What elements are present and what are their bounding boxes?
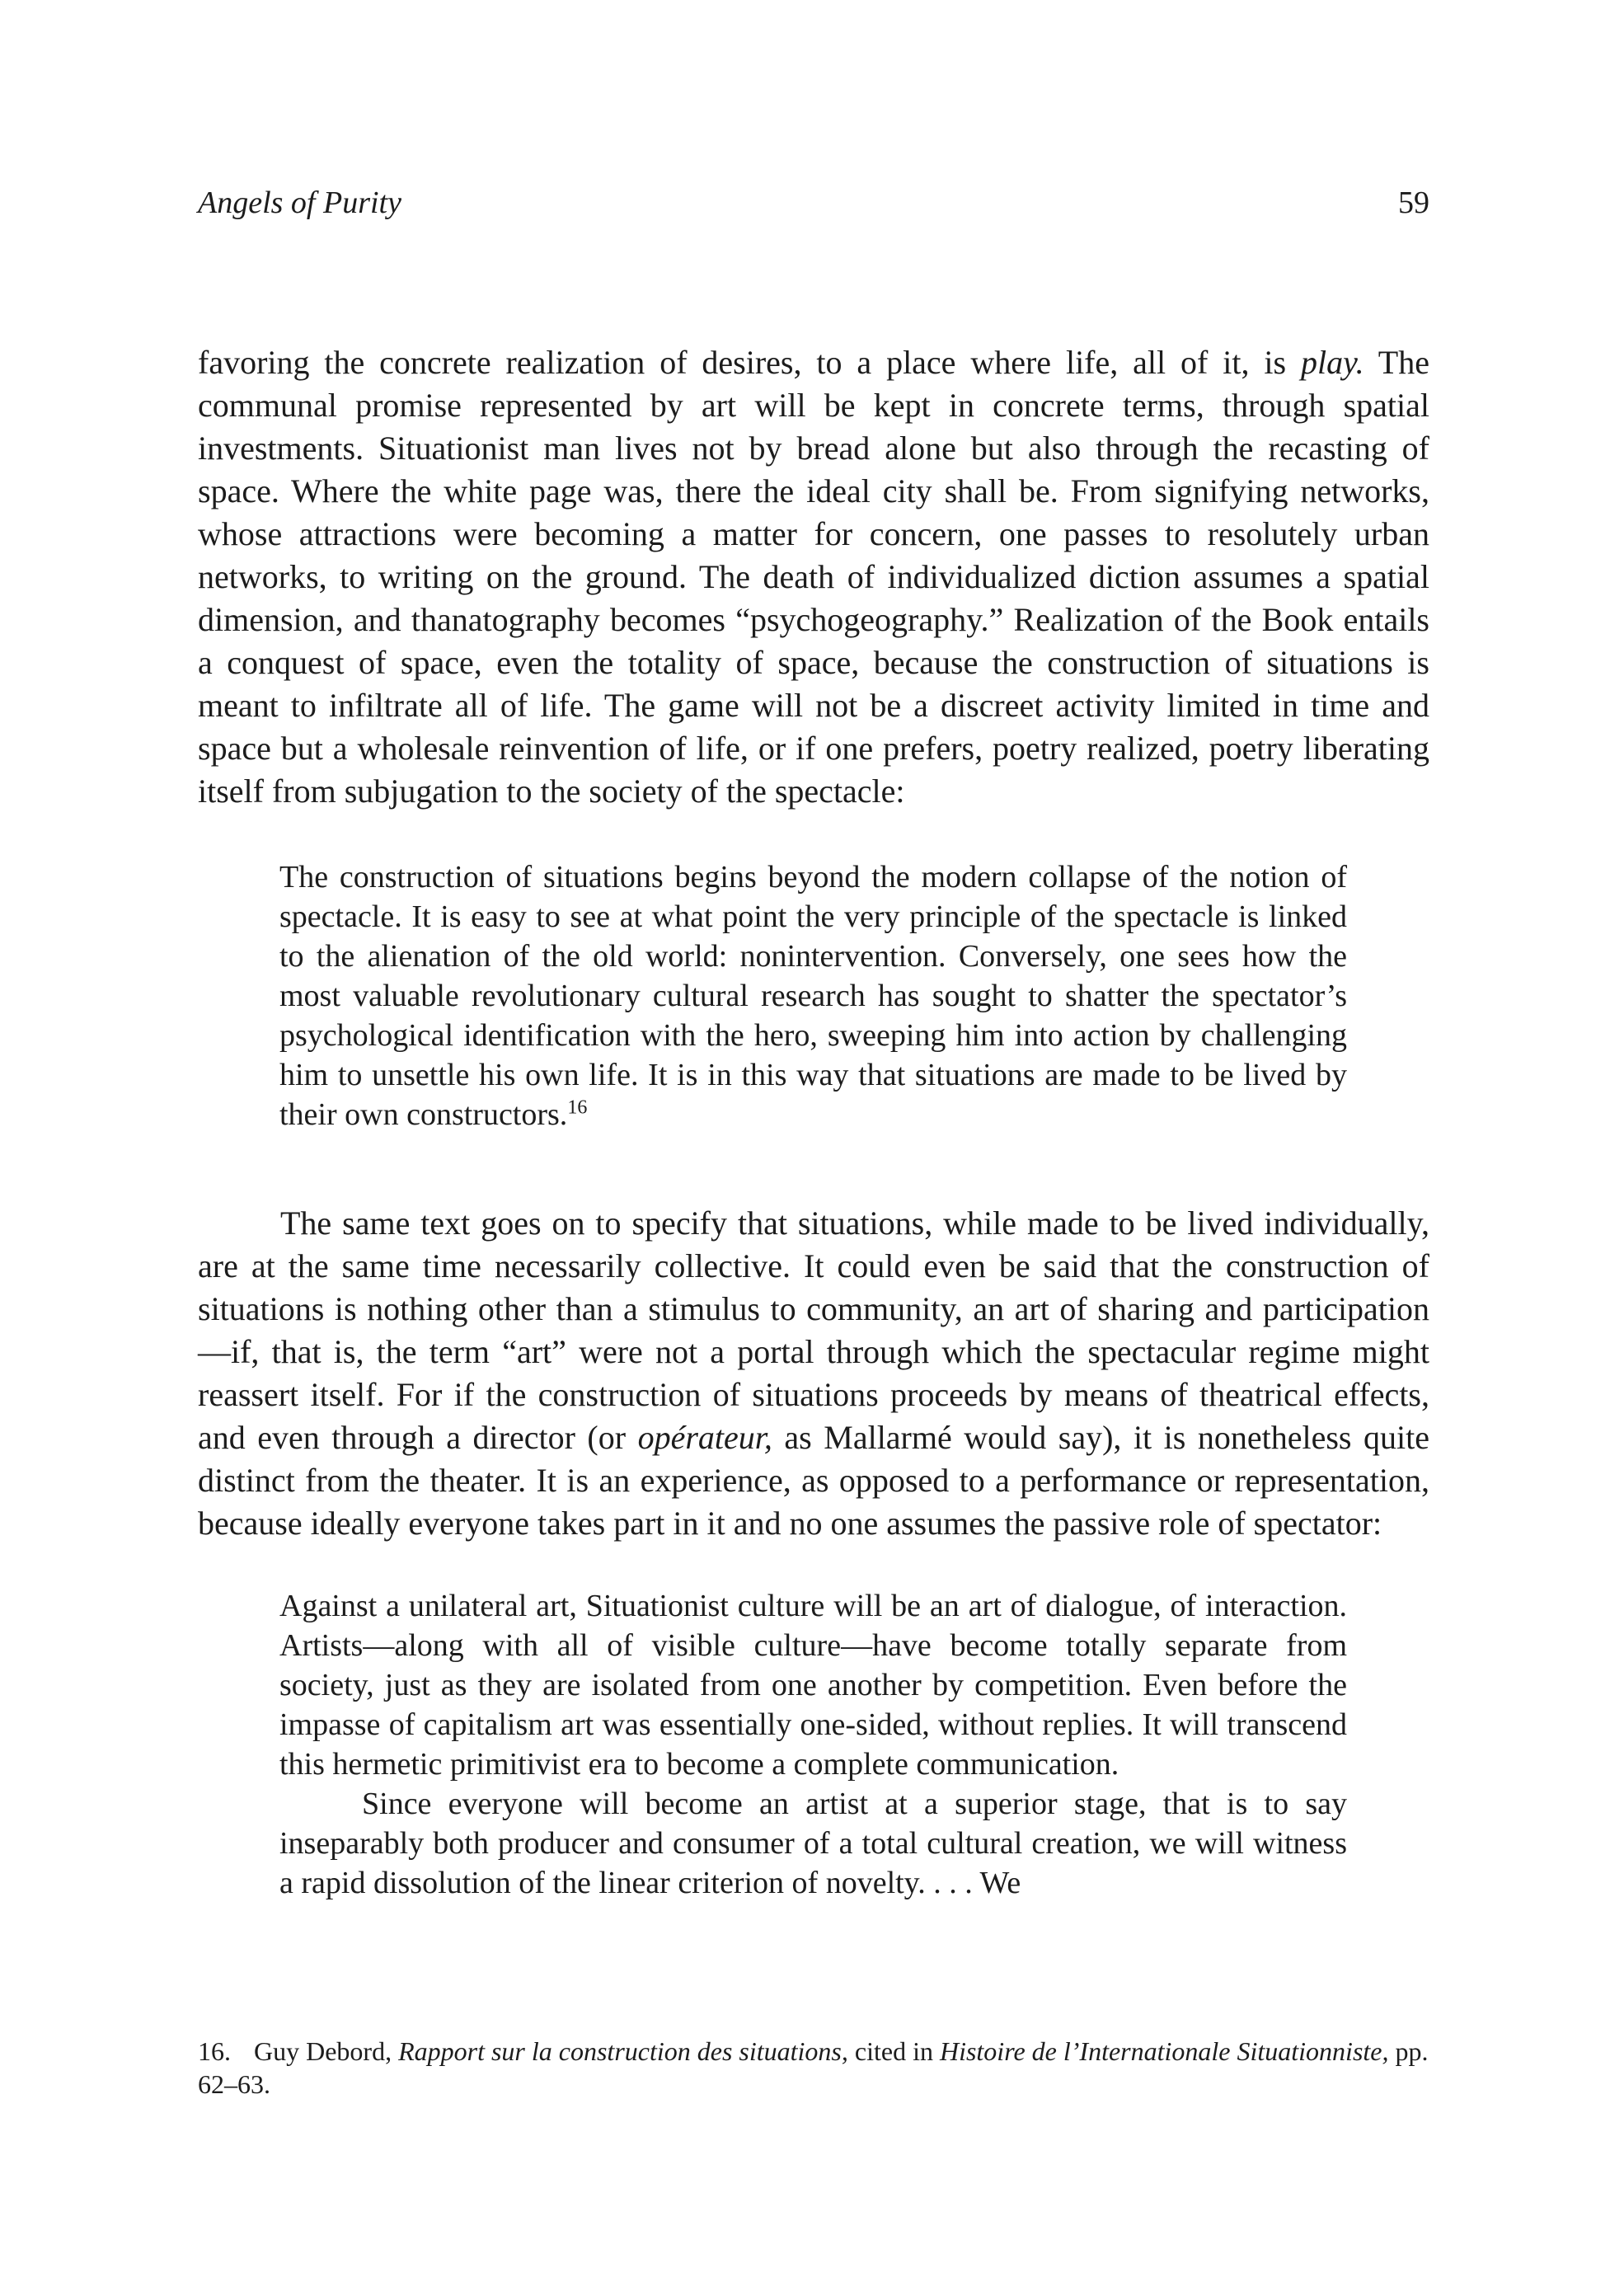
quote-text: The construction of situations begins beyond the modern collapse of the notion of spectacle. It is easy to see at what point the very principle of the spectacle is linked to the alienation of the old world: nonintervention. Conversely, one sees how the most valuable revolutionary cultural research has sought to shatter the spectator’s psychological identification with the hero, sweeping him into action by challenging him to unsettle his own life. It is in this way that situations are made to be lived by their own constructors.: [279, 860, 1347, 1132]
footnote-author: Guy Debord,: [254, 2036, 399, 2066]
paragraph-text-end: as Mallarmé would say), it is nonetheless quite distinct from the theater. It is an experience, as opposed to a performance or representation, because ideally everyone takes part in it and no one assumes the passive role of spectator:: [198, 1419, 1429, 1542]
block-quote-1: [279, 857, 1347, 1134]
footnote-number: 16.: [198, 2036, 231, 2066]
body-paragraph-1: [198, 341, 1429, 813]
footnote-title-1: Rapport sur la construction des situations,: [398, 2036, 848, 2066]
block-quote-2: [279, 1586, 1347, 1903]
page-number: 59: [1398, 185, 1429, 220]
footnote-connector: cited in: [847, 2036, 940, 2066]
paragraph-text-end: The communal promise represented by art will be kept in concrete terms, through spatial investments. Situationist man lives not by bread alone but also through the recasting of space. Where the white page was, there the ideal city shall be. From signifying networks, whose attractions were becoming a matter for concern, one passes to resolutely urban networks, to writing on the ground. The death of individualized diction assumes a spatial dimension, and thanatography becomes “psychogeography.” Realization of the Book entails a conquest of space, even the totality of space, because the construction of situations is meant to infiltrate all of life. The game will not be a discreet activity limited in time and space but a wholesale reinvention of life, or if one prefers, poetry realized, poetry liberating itself from subjugation to the society of the spectacle:: [198, 344, 1429, 810]
paragraph-text: [198, 341, 1429, 813]
block-quote-para-1: Against a unilateral art, Situationist culture will be an art of dialogue, of interaction. Artists—along with all of visible culture—have become totally separate from society, just as they are isolated from one another by competition. Even before the impasse of capitalism art was essentially one-sided, without replies. It will transcend this hermetic primitivist era to become a complete communication.: [279, 1589, 1347, 1782]
paragraph-text-start: The same text goes on to specify that situations, while made to be lived individually, are at the same time necessarily collective. It could even be said that the construction of situations is nothing other than a stimulus to community, an art of sharing and participation—if, that is, the term “art” were not a portal through which the spectacular regime might reassert itself. For if the construction of situations proceeds by means of theatrical effects, and even through a director (or: [198, 1204, 1429, 1456]
footnote-reference: 16: [567, 1096, 588, 1119]
footnote-title-2: Histoire de l’Internationale Situationniste,: [939, 2036, 1389, 2066]
running-title: Angels of Purity: [198, 185, 401, 220]
body-paragraph-2: [198, 1202, 1429, 1545]
running-head: [198, 178, 1429, 228]
footnote-pages: pp. 62–63.: [198, 2036, 1429, 2099]
paragraph-text: [198, 1202, 1429, 1545]
block-quote-para-2: Since everyone will become an artist at a superior stage, that is to say inseparably both producer and consumer of a total cultural creation, we will witness a rapid dissolution of the linear criterion of novelty. . . . We: [279, 1787, 1347, 1900]
footnote-16: [198, 2035, 1429, 2101]
block-quote-text: [279, 857, 1347, 1134]
emphasis-play: play.: [1300, 344, 1364, 381]
emphasis-operateur: opérateur,: [637, 1419, 772, 1456]
paragraph-text-start: favoring the concrete realization of desires, to a place where life, all of it, is: [198, 344, 1301, 381]
